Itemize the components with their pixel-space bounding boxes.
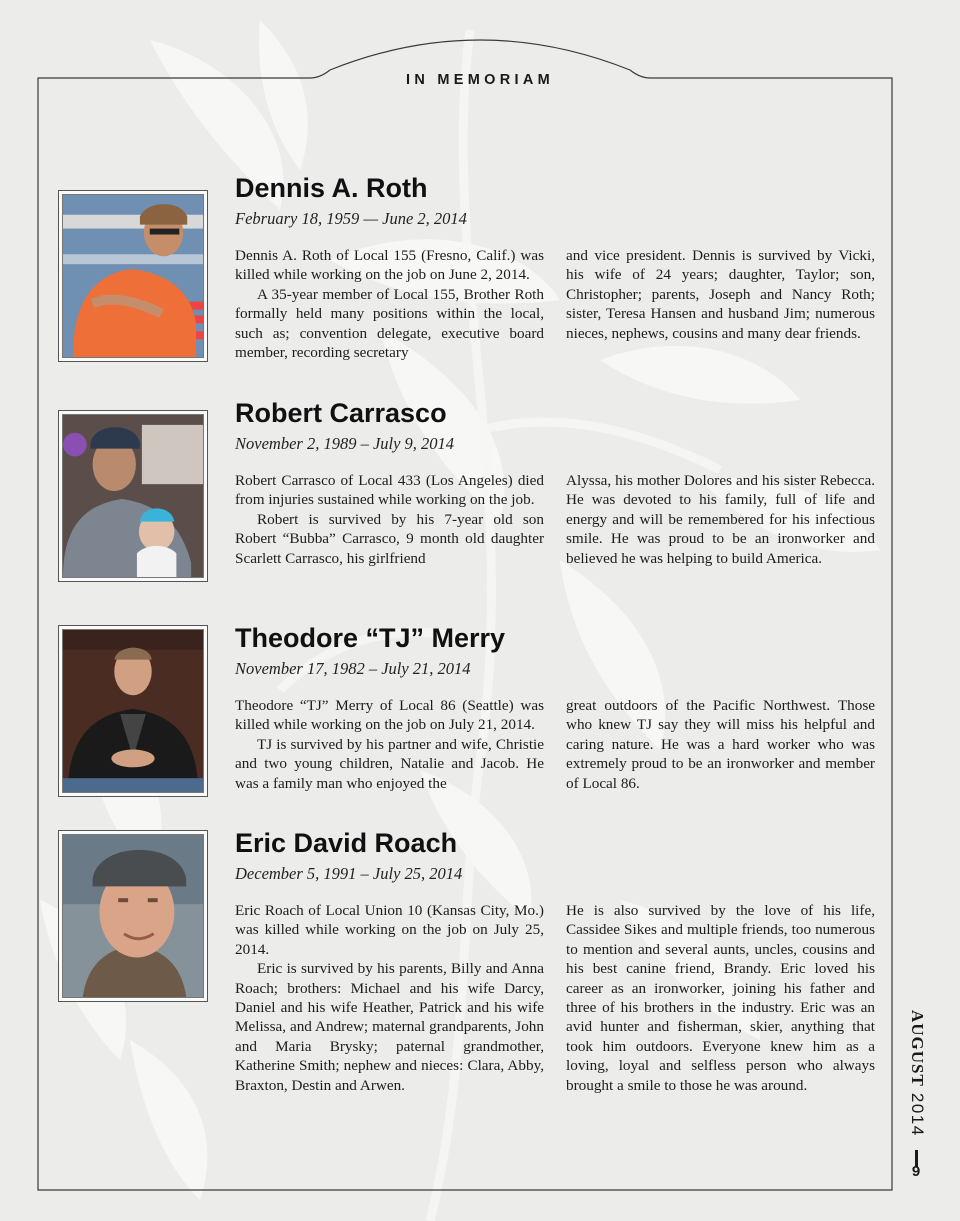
memorial-text-col1 [235,901,544,1095]
issue-date-label [906,1010,928,1137]
memorial-text-col1 [235,246,544,362]
memorial-paragraph: TJ is survived by his partner and wife, Christie and two young children, Natalie and Jacob. He was a family man who enjoyed the [235,735,544,792]
memorial-text-col1 [235,471,544,568]
memorial-name: Robert Carrasco [235,398,447,428]
portrait-photo [58,410,208,582]
memorial-name: Theodore “TJ” Merry [235,623,506,653]
portrait-photo [58,190,208,362]
memorial-text-col1 [235,696,544,793]
memorial-name: Dennis A. Roth [235,173,428,203]
issue-month: AUGUST [908,1010,927,1087]
memorial-text-col2 [566,696,875,793]
memorial-text-col2 [566,901,875,1095]
memorial-dates: November 2, 1989 – July 9, 2014 [235,434,455,453]
memorial-dates: February 18, 1959 — June 2, 2014 [235,209,467,228]
memorial-paragraph: A 35-year member of Local 155, Brother Roth formally held many positions within the local, such as; convention delegate, executive board member, recording secretary [235,285,544,362]
memorial-paragraph: Robert is survived by his 7-year old son Robert “Bubba” Carrasco, 9 month old daughter Scarlett Carrasco, his girlfriend [235,510,544,567]
memorial-entry [235,827,875,1095]
page-number: 9 [911,1163,921,1180]
memorial-paragraph: Theodore “TJ” Merry of Local 86 (Seattle) was killed while working on the job on July 21, 2014. [235,697,544,734]
memorial-dates: December 5, 1991 – July 25, 2014 [235,864,463,883]
memorial-text-col2 [566,471,875,568]
memorial-paragraph: He is also survived by the love of his life, Cassidee Sikes and multiple friends, too numerous to mention and several aunts, uncles, cousins and his best canine friend, Brandy. Eric loved his career as an ironworker, joining his father and three of his brothers in the industry. Eric was an avid hunter and fisherman, skier, anything that took him outdoors. Everyone knew him as a loving, loyal and selfless person who always brought a smile to those he was around. [566,902,875,1094]
memorial-paragraph: and vice president. Dennis is survived by Vicki, his wife of 24 years; daughter, Taylor; son, Christopher; parents, Joseph and Nancy Roth; sister, Teresa Hansen and husband Jim; numerous nieces, nephews, cousins and many dear friends. [566,247,875,342]
portrait-photo [58,830,208,1002]
memorial-dates: November 17, 1982 – July 21, 2014 [235,659,471,678]
memorial-paragraph: Eric Roach of Local Union 10 (Kansas City, Mo.) was killed while working on the job on July 25, 2014. [235,902,544,958]
memorial-paragraph: great outdoors of the Pacific Northwest. Those who knew TJ say they will miss his helpful and caring nature. He was a hard worker who was extremely proud to be an ironworker and member of Local 86. [566,697,875,792]
memorial-entry [235,397,875,568]
portrait-photo [58,625,208,797]
memorial-paragraph: Robert Carrasco of Local 433 (Los Angeles) died from injuries sustained while working on the job. [235,472,544,509]
section-title: IN MEMORIAM [406,72,554,88]
memorial-paragraph: Eric is survived by his parents, Billy and Anna Roach; brothers: Michael and his wife Darcy, Daniel and his wife Heather, Patrick and his wife Melissa, and Andrew; maternal grandparents, John and Maria Brysky; paternal grandmother, Katherine Smith; nephew and nieces: Clara, Abby, Braxton, Destin and Arwen. [235,960,544,1094]
memorial-paragraph: Alyssa, his mother Dolores and his sister Rebecca. He was devoted to his family, full of life and energy and will be remembered for his infectious smile. He was proud to be an ironworker and believed he was helping to build America. [566,472,875,567]
memorial-entry [235,622,875,793]
memorial-entry [235,172,875,362]
memorial-paragraph: Dennis A. Roth of Local 155 (Fresno, Calif.) was killed while working on the job on June 2, 2014. [235,247,544,284]
issue-year: 2014 [908,1092,927,1137]
memorial-name: Eric David Roach [235,828,458,858]
memorial-text-col2 [566,246,875,362]
